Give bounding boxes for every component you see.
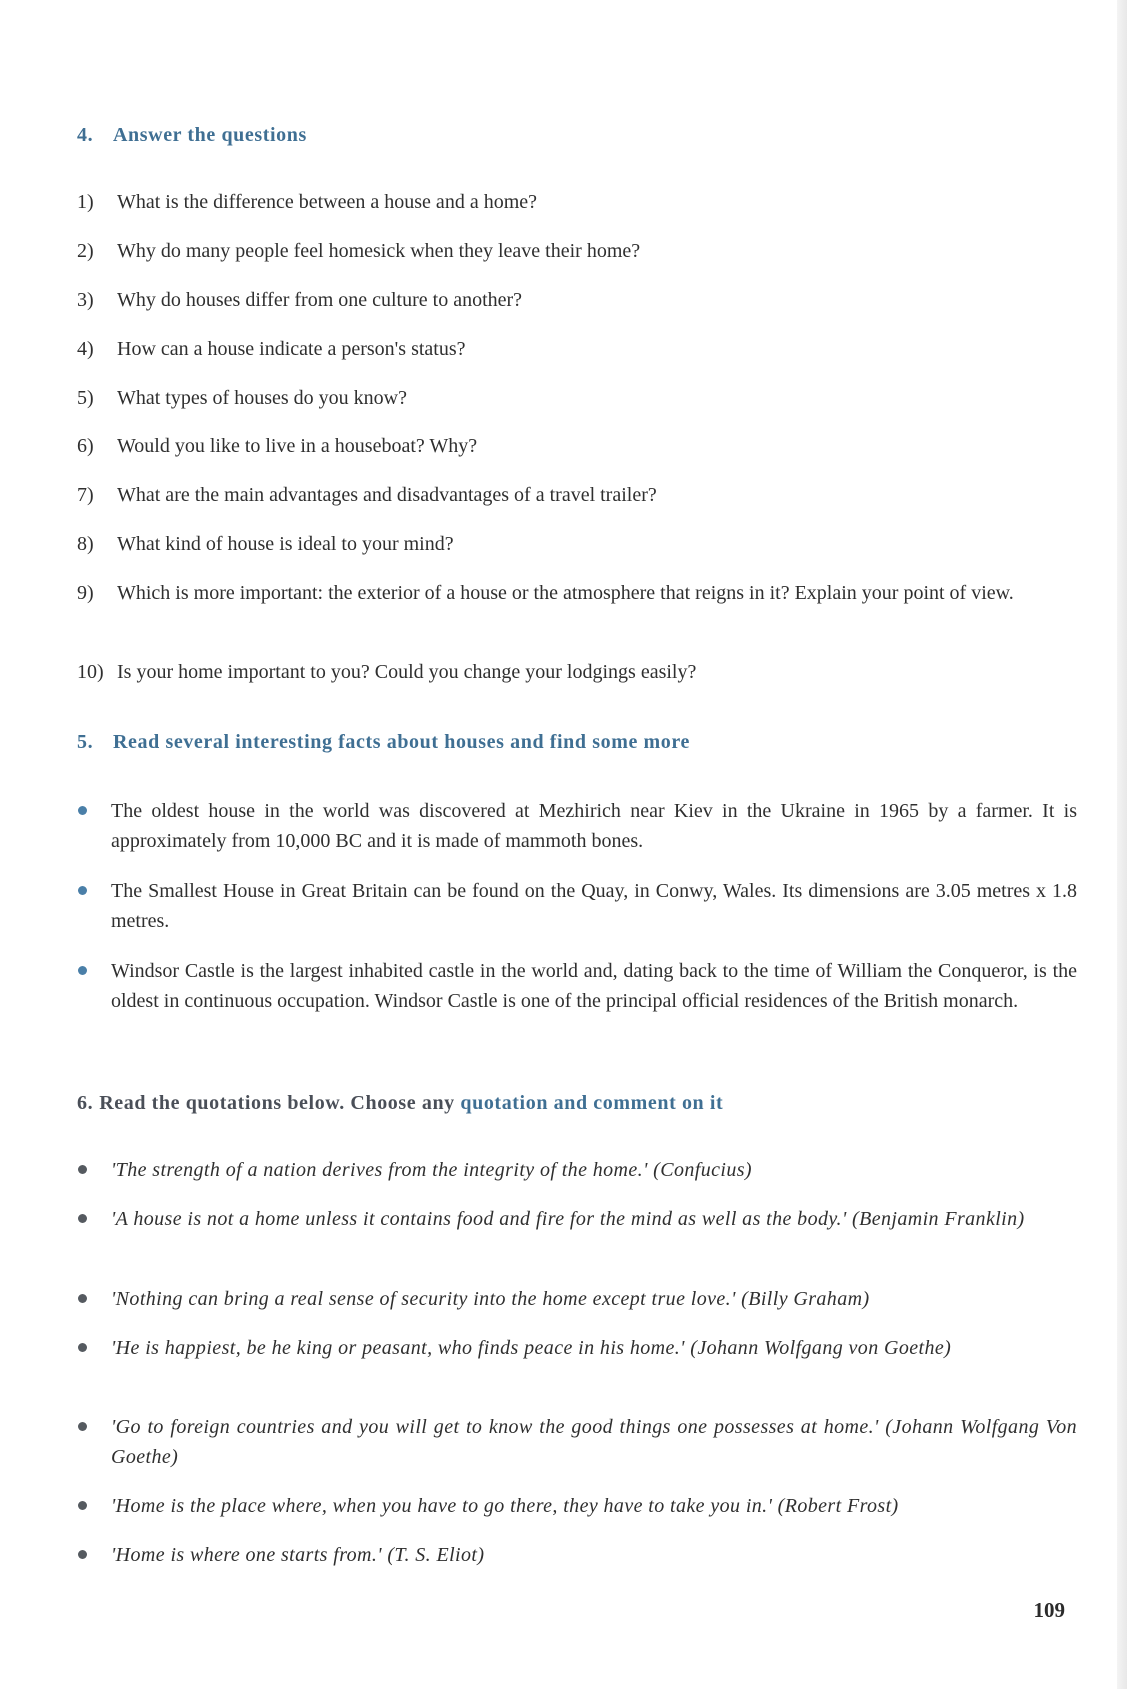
question-number: 7) <box>77 484 94 506</box>
section-4-number: 4. <box>77 124 94 146</box>
section-5-title: Read several interesting facts about houses and find some more <box>113 731 691 753</box>
fact-text: Windsor Castle is the largest inhabited castle in the world and, dating back to the time of William the Conqueror, is the oldest in continuous occupation. Windsor Castle is one of the principal official residences of the British monarch. <box>111 960 1077 1012</box>
bullet-icon <box>78 1294 87 1303</box>
question-text: What kind of house is ideal to your mind? <box>117 533 454 555</box>
bullet-icon <box>78 1422 87 1431</box>
question-number: 8) <box>77 533 94 555</box>
question-item <box>77 237 1077 266</box>
question-text: How can a house indicate a person's status? <box>117 338 466 360</box>
bullet-icon <box>78 1501 87 1510</box>
question-text: What is the difference between a house and a home? <box>117 191 537 213</box>
quote-item <box>77 1155 1077 1185</box>
section-6-number: 6. <box>77 1092 94 1114</box>
quote-item <box>77 1333 1077 1363</box>
question-text: Is your home important to you? Could you change your lodgings easily? <box>117 661 697 683</box>
question-text: Which is more important: the exterior of a house or the atmosphere that reigns in it? Explain your point of view. <box>117 582 1014 604</box>
bullet-icon <box>78 886 87 895</box>
section-4-title: Answer the questions <box>113 124 307 146</box>
quote-text: 'Home is where one starts from.' (T. S. Eliot) <box>111 1544 485 1566</box>
question-number: 5) <box>77 387 94 409</box>
question-number: 1) <box>77 191 94 213</box>
quote-item <box>77 1412 1077 1472</box>
question-item <box>77 188 1077 217</box>
quote-text: 'He is happiest, be he king or peasant, who finds peace in his home.' (Johann Wolfgang von Goethe) <box>111 1337 952 1359</box>
quote-item <box>77 1540 1077 1570</box>
quote-text: 'Home is the place where, when you have to go there, they have to take you in.' (Robert Frost) <box>111 1495 899 1517</box>
section-5-number: 5. <box>77 731 94 753</box>
section-6-heading <box>77 1092 1077 1115</box>
bullet-icon <box>78 1343 87 1352</box>
quote-text: 'Nothing can bring a real sense of security into the home except true love.' (Billy Graham) <box>111 1288 870 1310</box>
question-item <box>77 658 1077 687</box>
question-number: 2) <box>77 240 94 262</box>
fact-item <box>77 956 1077 1016</box>
quote-item <box>77 1491 1077 1521</box>
question-text: What are the main advantages and disadvantages of a travel trailer? <box>117 484 657 506</box>
question-item <box>77 481 1077 510</box>
question-number: 10) <box>77 661 104 683</box>
question-item <box>77 384 1077 413</box>
question-item <box>77 286 1077 315</box>
quote-text: 'A house is not a home unless it contains food and fire for the mind as well as the body.' (Benjamin Franklin) <box>111 1208 1025 1230</box>
fact-item <box>77 876 1077 936</box>
bullet-icon <box>78 806 87 815</box>
quote-text: 'Go to foreign countries and you will get to know the good things one possesses at home.' (Johann Wolfgang Von Goethe) <box>111 1416 1077 1468</box>
fact-text: The oldest house in the world was discovered at Mezhirich near Kiev in the Ukraine in 1965 by a farmer. It is approximately from 10,000 BC and it is made of mammoth bones. <box>111 800 1077 852</box>
section-6-title-part1: Read the quotations below. Choose any <box>99 1092 461 1114</box>
quote-item <box>77 1284 1077 1314</box>
quote-text: 'The strength of a nation derives from the integrity of the home.' (Confucius) <box>111 1159 752 1181</box>
question-number: 9) <box>77 582 94 604</box>
question-item <box>77 335 1077 364</box>
question-item <box>77 579 1077 608</box>
quote-item <box>77 1204 1077 1234</box>
question-item <box>77 432 1077 461</box>
bullet-icon <box>78 966 87 975</box>
page-number: 109 <box>1033 1598 1065 1622</box>
question-number: 4) <box>77 338 94 360</box>
bullet-icon <box>78 1550 87 1559</box>
bullet-icon <box>78 1214 87 1223</box>
fact-item <box>77 796 1077 856</box>
question-text: What types of houses do you know? <box>117 387 407 409</box>
section-5-heading <box>77 731 1077 754</box>
section-4-heading <box>77 124 1077 147</box>
section-6-title-part2: quotation and comment on it <box>460 1092 724 1114</box>
question-text: Why do houses differ from one culture to another? <box>117 289 523 311</box>
question-text: Would you like to live in a houseboat? Why? <box>117 435 478 457</box>
question-item <box>77 530 1077 559</box>
question-number: 3) <box>77 289 94 311</box>
fact-text: The Smallest House in Great Britain can be found on the Quay, in Conwy, Wales. Its dimensions are 3.05 metres x 1.8 metres. <box>111 880 1077 932</box>
question-text: Why do many people feel homesick when they leave their home? <box>117 240 641 262</box>
question-number: 6) <box>77 435 94 457</box>
bullet-icon <box>78 1165 87 1174</box>
